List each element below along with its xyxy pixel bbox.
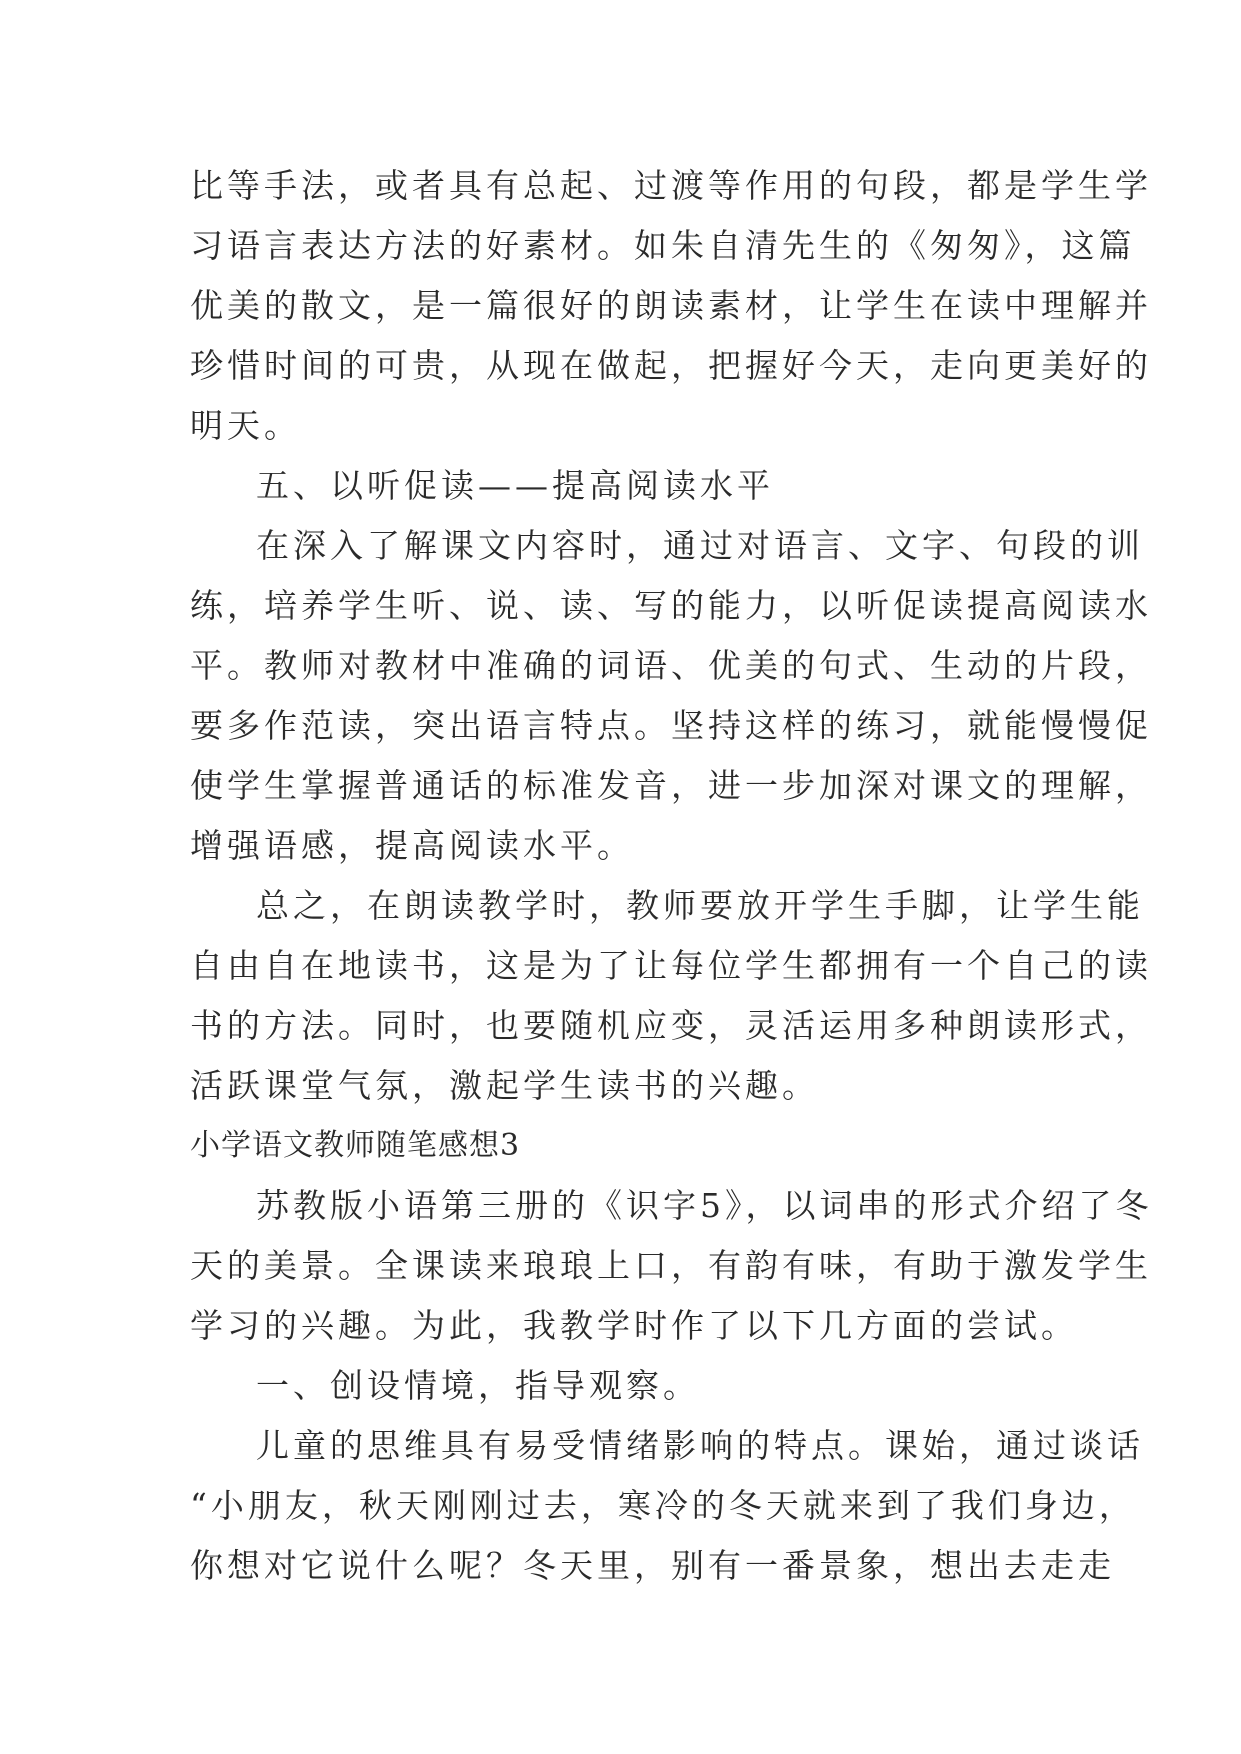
text-line: 比等手法，或者具有总起、过渡等作用的句段，都是学生学 (190, 166, 1152, 205)
text-line: 练，培养学生听、说、读、写的能力，以听促读提高阅读水 (190, 586, 1152, 625)
text-line: 平。教师对教材中准确的词语、优美的句式、生动的片段， (190, 646, 1152, 685)
text-line: 学习的兴趣。为此，我教学时作了以下几方面的尝试。 (190, 1306, 1078, 1345)
text-line: 总之，在朗读教学时，教师要放开学生手脚，让学生能 (256, 886, 1144, 925)
text-line: 要多作范读，突出语言特点。坚持这样的练习，就能慢慢促 (190, 706, 1152, 745)
section-heading: 一、创设情境，指导观察。 (256, 1366, 700, 1405)
section-heading: 五、以听促读——提高阅读水平 (256, 466, 774, 505)
text-line: 在深入了解课文内容时，通过对语言、文字、句段的训 (256, 526, 1144, 565)
text-line: 天的美景。全课读来琅琅上口，有韵有味，有助于激发学生 (190, 1246, 1152, 1285)
document-body (190, 156, 1153, 1596)
text-line: 活跃课堂气氛，激起学生读书的兴趣。 (190, 1066, 819, 1105)
text-line: 苏教版小语第三册的《识字5》，以词串的形式介绍了冬 (256, 1186, 1153, 1225)
text-line: 增强语感，提高阅读水平。 (190, 826, 634, 865)
text-line: 书的方法。同时，也要随机应变，灵活运用多种朗读形式， (190, 1006, 1152, 1045)
text-line: 儿童的思维具有易受情绪影响的特点。课始，通过谈话 (256, 1426, 1144, 1465)
text-line: “小朋友，秋天刚刚过去，寒冷的冬天就来到了我们身边， (190, 1486, 1136, 1525)
article-title: 小学语文教师随笔感想3 (190, 1128, 521, 1163)
text-line: 自由自在地读书，这是为了让每位学生都拥有一个自己的读 (190, 946, 1152, 985)
text-line: 珍惜时间的可贵，从现在做起，把握好今天，走向更美好的 (190, 346, 1152, 385)
text-line: 你想对它说什么呢？冬天里，别有一番景象，想出去走走 (190, 1546, 1115, 1585)
text-line: 明天。 (190, 406, 301, 445)
text-line: 优美的散文，是一篇很好的朗读素材，让学生在读中理解并 (190, 286, 1152, 325)
text-line: 使学生掌握普通话的标准发音，进一步加深对课文的理解， (190, 766, 1152, 805)
text-line: 习语言表达方法的好素材。如朱自清先生的《匆匆》，这篇 (190, 226, 1136, 265)
